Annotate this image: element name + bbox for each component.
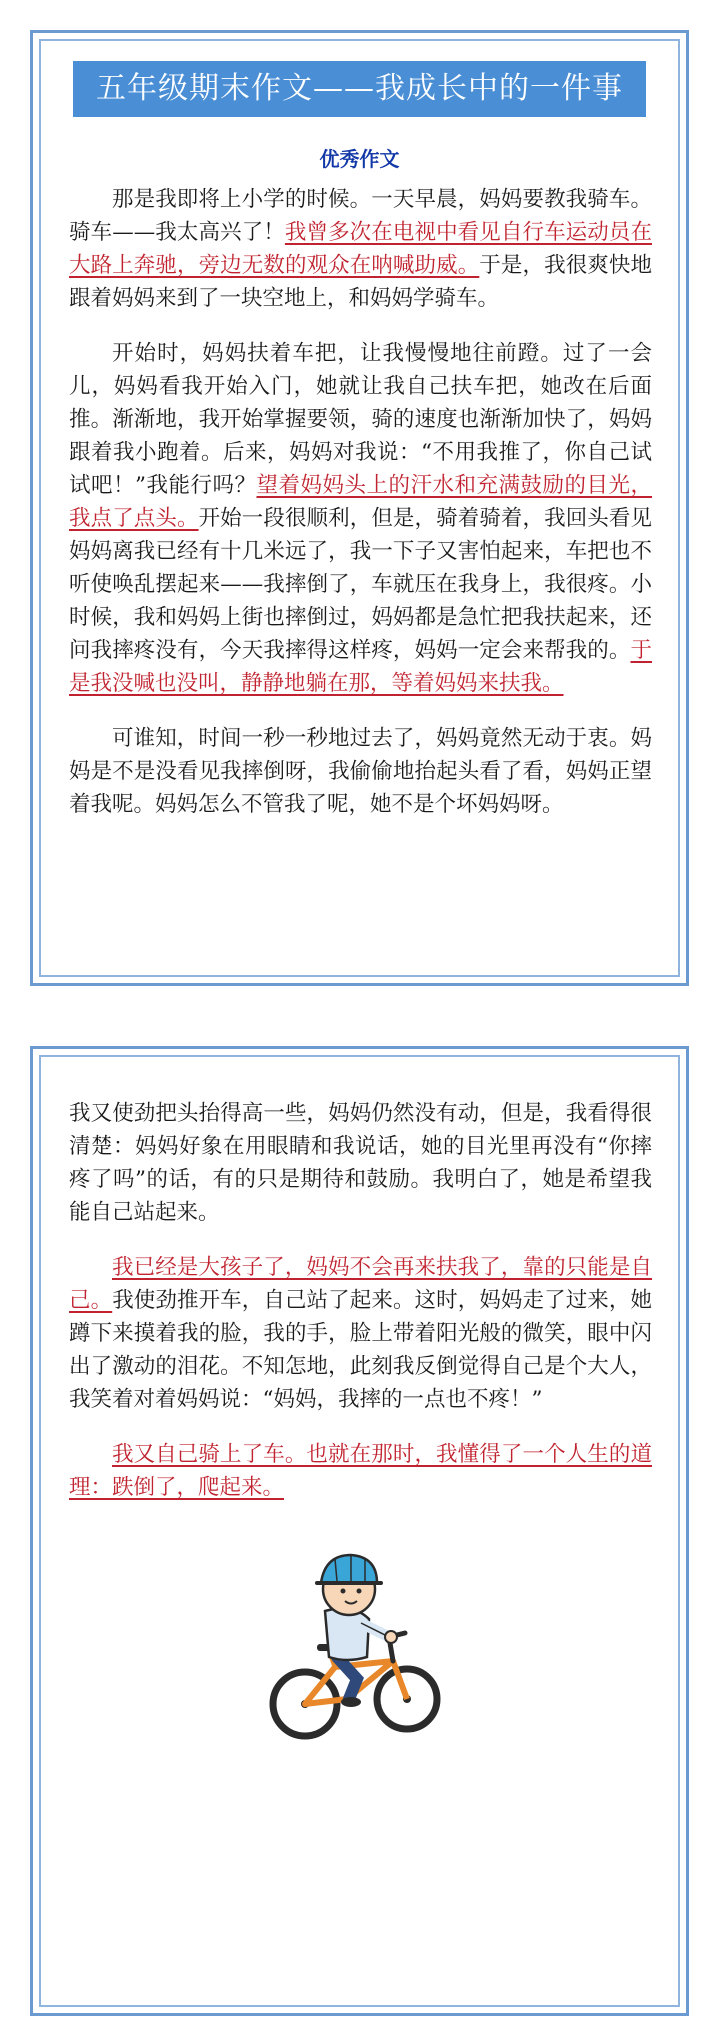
paragraph-2-text-b: 开始一段很顺利，但是，骑着骑着，我回头看见妈妈离我已经有十几米远了，我一下子又害怕起来，车把也不听使唤乱摆起来——我摔倒了，车就压在我身上，我很疼。小时候，我和妈妈上街也摔倒过，妈妈都是急忙把我扶起来，还问我摔疼没有，今天我摔得这样疼，妈妈一定会来帮我的。 <box>69 506 652 663</box>
essay-page-1 <box>30 30 689 986</box>
child-riding-bicycle-icon <box>265 1549 445 1749</box>
paragraph-5-highlight: 我已经是大孩子了，妈妈不会再来扶我了，靠的只能是自己。 <box>69 1255 652 1313</box>
paragraph-1-highlight: 我曾多次在电视中看见自行车运动员在大路上奔驰，旁边无数的观众在呐喊助威。 <box>69 220 652 278</box>
paragraph-1-text-a: 那是我即将上小学的时候。一天早晨，妈妈要教我骑车。骑车——我太高兴了！ <box>69 187 652 245</box>
paragraph-2 <box>69 337 652 700</box>
paragraph-3-text: 可谁知，时间一秒一秒地过去了，妈妈竟然无动于衷。妈妈是不是没看见我摔倒呀，我偷偷地抬起头看了看，妈妈正望着我呢。妈妈怎么不管我了呢，她不是个坏妈妈呀。 <box>69 726 652 817</box>
page-2-body <box>69 1097 652 1526</box>
paragraph-1 <box>69 183 652 315</box>
paragraph-1-text-b: 于是，我很爽快地跟着妈妈来到了一块空地上，和妈妈学骑车。 <box>69 253 652 311</box>
paragraph-4-text: 我又使劲把头抬得高一些，妈妈仍然没有动，但是，我看得很清楚：妈妈好象在用眼睛和我说话，她的目光里再没有“你摔疼了吗”的话，有的只是期待和鼓励。我明白了，她是希望我能自己站起来。 <box>69 1101 652 1225</box>
paragraph-5 <box>69 1251 652 1416</box>
essay-title: 五年级期末作文——我成长中的一件事 <box>73 61 646 117</box>
paragraph-2-text-a: 开始时，妈妈扶着车把，让我慢慢地往前蹬。过了一会儿，妈妈看我开始入门，她就让我自己扶车把，她改在后面推。渐渐地，我开始掌握要领，骑的速度也渐渐加快了，妈妈跟着我小跑着。后来，妈妈对我说：“不用我推了，你自己试试吧！”我能行吗？ <box>69 341 652 498</box>
paragraph-5-text: 我使劲推开车，自己站了起来。这时，妈妈走了过来，她蹲下来摸着我的脸，我的手，脸上带着阳光般的微笑，眼中闪出了激动的泪花。不知怎地，此刻我反倒觉得自己是个大人，我笑着对着妈妈说：“妈妈，我摔的一点也不疼！” <box>69 1288 652 1412</box>
page-1-body <box>69 183 652 843</box>
paragraph-2-highlight-b: 于是我没喊也没叫，静静地躺在那，等着妈妈来扶我。 <box>69 638 652 696</box>
paragraph-6 <box>69 1438 652 1504</box>
paragraph-2-highlight-a: 望着妈妈头上的汗水和充满鼓励的目光，我点了点头。 <box>69 473 652 531</box>
essay-subtitle: 优秀作文 <box>319 147 400 171</box>
paragraph-4 <box>69 1097 652 1229</box>
essay-page-2 <box>30 1046 689 2016</box>
paragraph-6-highlight: 我又自己骑上了车。也就在那时，我懂得了一个人生的道理：跌倒了，爬起来。 <box>69 1442 652 1500</box>
paragraph-3 <box>69 722 652 821</box>
